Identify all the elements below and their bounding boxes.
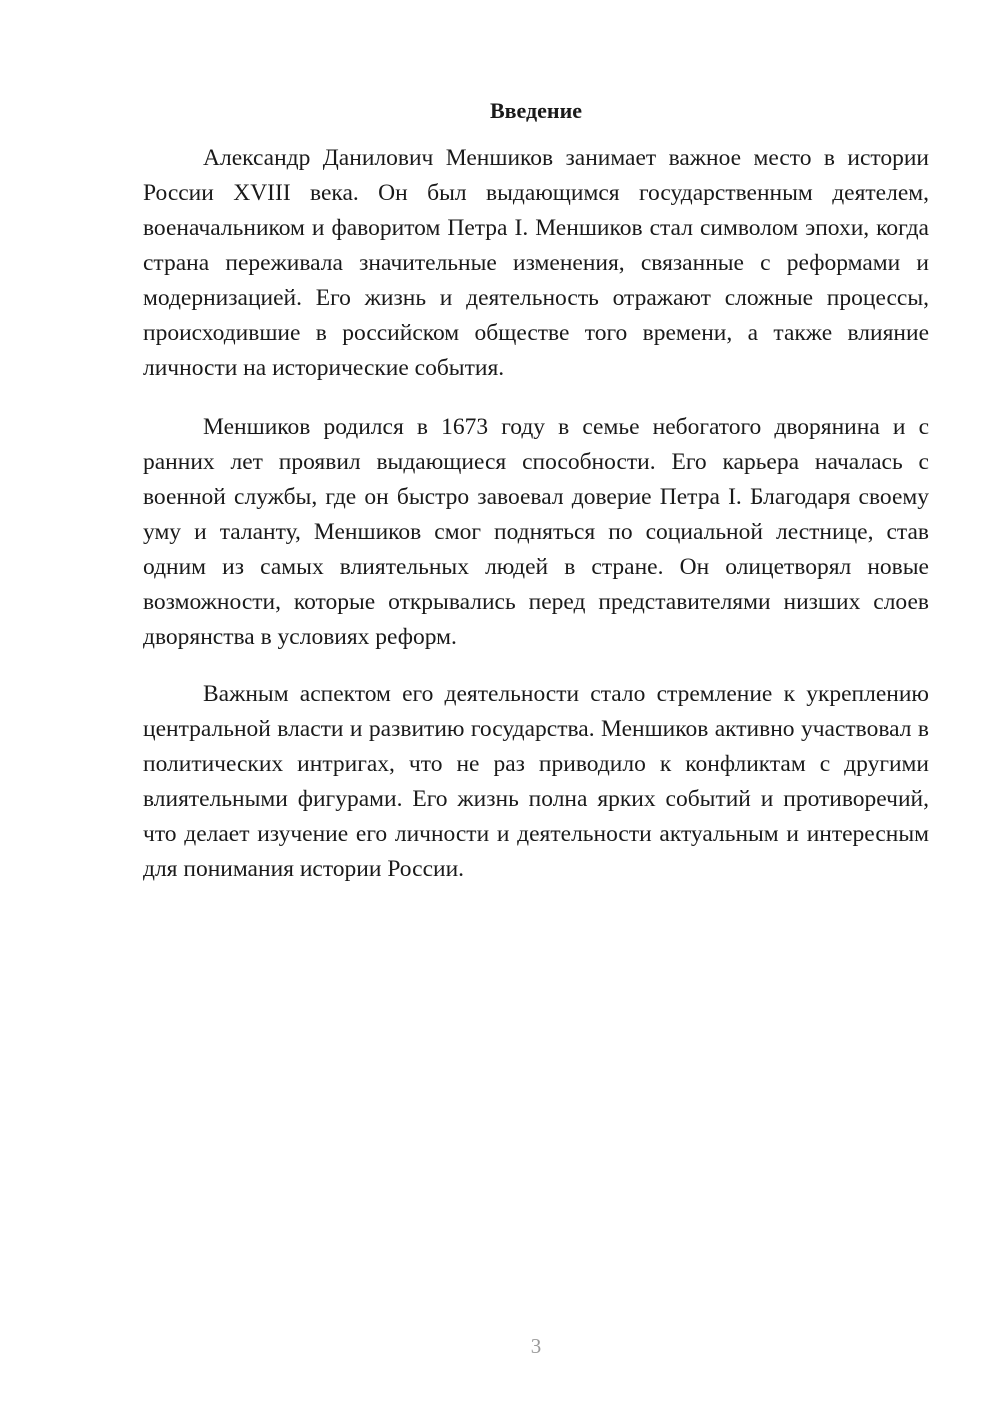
section-heading: Введение <box>489 98 583 123</box>
paragraph-3: Важным аспектом его деятельности стало стремление к укреплению центральной власти и развитию государства. Меншиков активно участвовал в политических интригах, что не раз приводило к конфликтам с другими влиятельными фигурами. Его жизнь полна ярких событий и противоречий, что делает изучение его личности и деятельности актуальным и интересным для понимания истории России. <box>143 681 929 882</box>
paragraph-2: Меншиков родился в 1673 году в семье небогатого дворянина и с ранних лет проявил выдающиеся способности. Его карьера началась с военной службы, где он быстро завоевал доверие Петра I. Благодаря своему уму и таланту, Меншиков смог подняться по социальной лестнице, став одним из самых влиятельных людей в стране. Он олицетворял новые возможности, которые открывались перед представителями низших слоев дворянства в условиях реформ. <box>143 414 929 650</box>
page-number: 3 <box>530 1334 542 1358</box>
paragraph-1: Александр Данилович Меншиков занимает важное место в истории России XVIII века. Он был выдающимся государственным деятелем, военачальником и фаворитом Петра I. Меншиков стал символом эпохи, когда страна переживала значительные изменения, связанные с реформами и модернизацией. Его жизнь и деятельность отражают сложные процессы, происходившие в российском обществе того времени, а также влияние личности на исторические события. <box>143 145 929 381</box>
